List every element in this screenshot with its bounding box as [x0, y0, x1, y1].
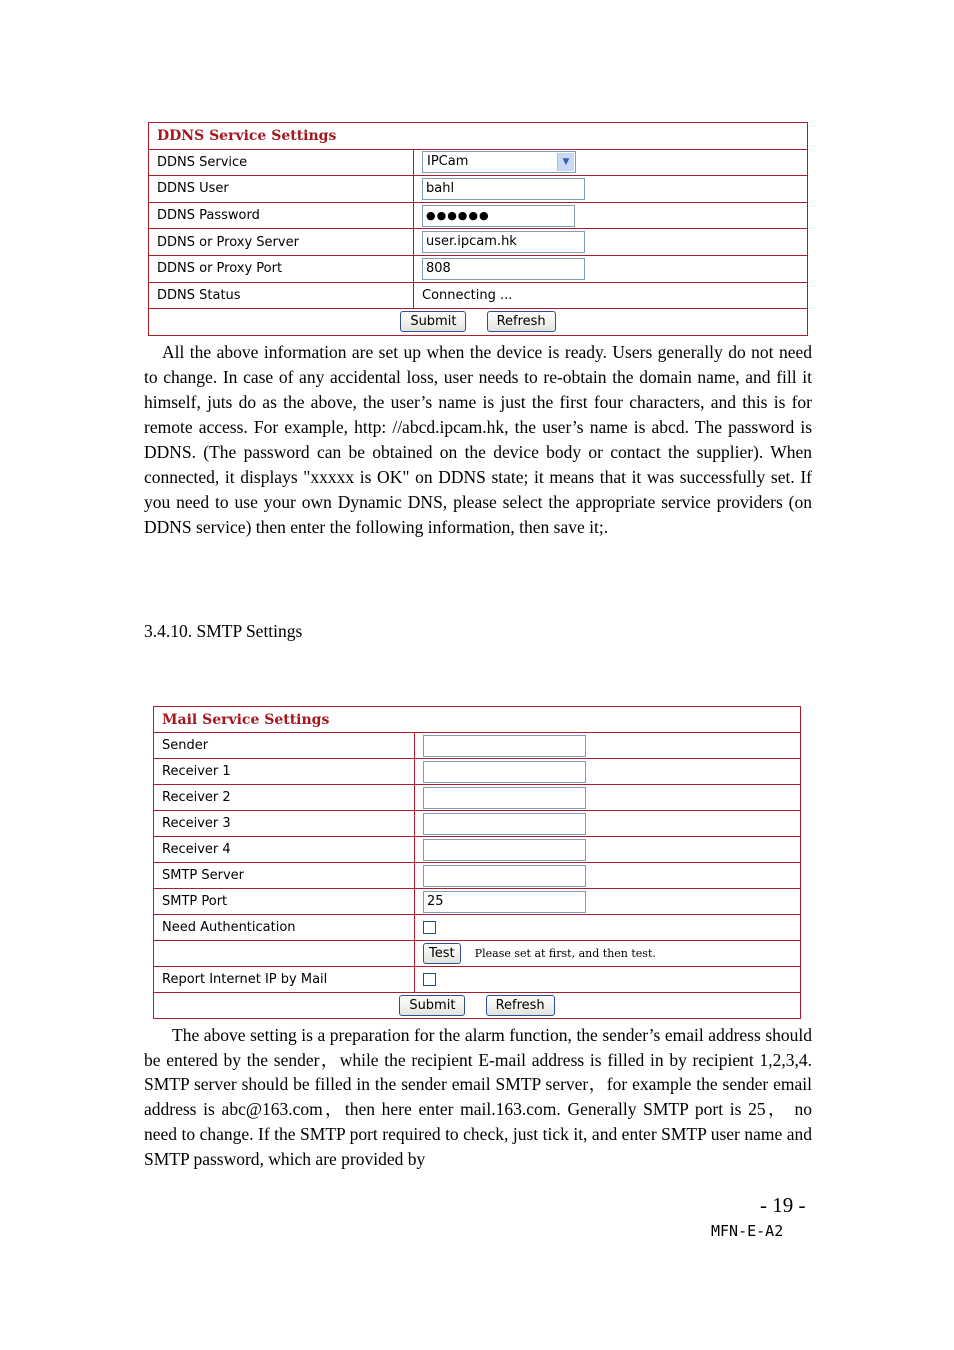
ddns-service-value: IPCam	[427, 154, 469, 170]
ddns-settings-table	[148, 122, 808, 336]
mail-table-title: Mail Service Settings	[154, 707, 801, 733]
receiver1-input[interactable]	[423, 761, 586, 783]
receiver4-label: Receiver 4	[154, 837, 415, 863]
ddns-refresh-button[interactable]: Refresh	[487, 311, 556, 332]
mail-submit-button[interactable]: Submit	[399, 995, 465, 1016]
smtp-port-label: SMTP Port	[154, 889, 415, 915]
ddns-status-label: DDNS Status	[149, 282, 414, 309]
page-number: - 19 -	[760, 1193, 806, 1217]
report-ip-checkbox[interactable]	[423, 973, 436, 986]
test-button[interactable]: Test	[423, 943, 461, 964]
smtp-server-input[interactable]	[423, 865, 586, 887]
receiver1-label: Receiver 1	[154, 759, 415, 785]
sender-input[interactable]	[423, 735, 586, 757]
auth-label: Need Authentication	[154, 915, 415, 941]
ddns-server-label: DDNS or Proxy Server	[149, 229, 414, 256]
test-hint: Please set at first, and then test.	[474, 947, 656, 960]
ddns-port-label: DDNS or Proxy Port	[149, 255, 414, 282]
ddns-service-label: DDNS Service	[149, 149, 414, 176]
ddns-user-label: DDNS User	[149, 176, 414, 203]
receiver2-label: Receiver 2	[154, 785, 415, 811]
smtp-description-paragraph: The above setting is a preparation for the alarm function, the sender’s email address should be entered by the sender，while the recipient E-mail address is filled in by recipient 1,2,3,4. SMTP server should be filled in the sender email SMTP server，for example the sender email address is abc@163.com，then here enter mail.163.com. Generally SMTP port is 25， no need to change. If the SMTP port required to check, just tick it, and enter SMTP user name and SMTP password, which are provided by	[144, 1025, 812, 1169]
ddns-port-input[interactable]: 808	[422, 258, 585, 280]
chevron-down-icon[interactable]: ▼	[557, 153, 574, 171]
smtp-server-label: SMTP Server	[154, 863, 415, 889]
mail-refresh-button[interactable]: Refresh	[486, 995, 555, 1016]
receiver3-label: Receiver 3	[154, 811, 415, 837]
document-code: MFN-E-A2	[711, 1222, 784, 1240]
report-ip-label: Report Internet IP by Mail	[154, 967, 415, 993]
ddns-button-row	[149, 309, 808, 336]
ddns-submit-button[interactable]: Submit	[400, 311, 466, 332]
ddns-password-input[interactable]: ●●●●●●	[422, 205, 575, 227]
receiver3-input[interactable]	[423, 813, 586, 835]
smtp-port-input[interactable]: 25	[423, 891, 586, 913]
ddns-password-label: DDNS Password	[149, 202, 414, 229]
receiver4-input[interactable]	[423, 839, 586, 861]
ddns-table-title: DDNS Service Settings	[149, 123, 808, 150]
auth-checkbox[interactable]	[423, 921, 436, 934]
test-row-empty-cell	[154, 941, 415, 967]
ddns-description-paragraph: All the above information are set up when the device is ready. Users generally do not need to change. In case of any accidental loss, user needs to re-obtain the domain name, and fill it himself, juts do as the above, the user’s name is just the first four characters, and this is for remote access. For example, http: //abcd.ipcam.hk, the user’s name is abcd. The password is DDNS. (The password can be obtained on the device body or contact the supplier). When connected, it displays "xxxxx is OK" on DDNS state; it means that it was successfully set. If you need to use your own Dynamic DNS, please select the appropriate service providers (on DDNS service) then enter the following information, then save it;.	[144, 342, 812, 537]
ddns-status-value: Connecting ...	[414, 282, 808, 309]
ddns-service-select[interactable]	[422, 151, 576, 173]
ddns-user-input[interactable]: bahl	[422, 178, 585, 200]
section-heading: 3.4.10. SMTP Settings	[144, 621, 303, 641]
sender-label: Sender	[154, 733, 415, 759]
ddns-server-input[interactable]: user.ipcam.hk	[422, 231, 585, 253]
mail-button-row	[154, 993, 801, 1019]
receiver2-input[interactable]	[423, 787, 586, 809]
mail-settings-table	[153, 706, 801, 1019]
